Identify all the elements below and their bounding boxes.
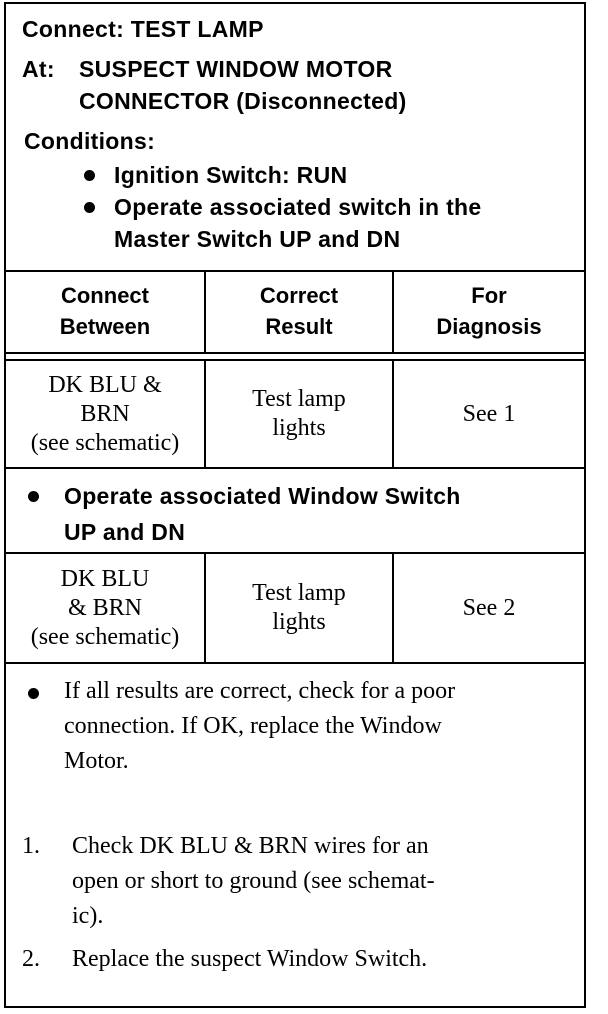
divider xyxy=(6,662,584,664)
table-row xyxy=(6,554,584,662)
item-1-line1: Check DK BLU & BRN wires for an xyxy=(72,833,429,859)
bullet-icon xyxy=(84,202,95,213)
at-label: At: xyxy=(22,56,55,82)
test-setup-block xyxy=(6,4,584,272)
bullet-icon xyxy=(84,170,95,181)
cell-correct-result: Test lamp lights xyxy=(252,386,346,441)
column-header-for-diagnosis: For Diagnosis xyxy=(436,283,542,339)
step-operate-window-switch xyxy=(6,469,584,552)
condition-operate-line1: Operate associated switch in the xyxy=(114,194,482,220)
cell-correct-result: Test lamp lights xyxy=(252,580,346,635)
cell-connect-between: DK BLU & BRN (see schematic) xyxy=(30,371,180,456)
item-2-line1: Replace the suspect Window Switch. xyxy=(72,946,428,972)
bullet-icon xyxy=(28,491,39,502)
divider xyxy=(6,352,584,354)
step-line1: Operate associated Window Switch xyxy=(64,483,461,509)
note-line3: Motor. xyxy=(64,748,129,774)
item-number: 2. xyxy=(22,946,40,972)
diagnostic-chart xyxy=(4,2,586,1008)
note-line2: connection. If OK, replace the Window xyxy=(64,713,442,739)
table-row xyxy=(6,361,584,467)
connect-instruction: Connect: TEST LAMP xyxy=(22,16,264,42)
column-header-correct-result: Correct Result xyxy=(259,283,339,339)
item-1-line2: open or short to ground (see schemat- xyxy=(72,868,435,894)
table-header-row xyxy=(6,270,584,352)
column-header-connect-between: Connect Between xyxy=(59,283,151,339)
cell-connect-between: DK BLU & BRN (see schematic) xyxy=(30,565,180,650)
condition-ignition: Ignition Switch: RUN xyxy=(114,162,348,188)
at-location-line2: CONNECTOR (Disconnected) xyxy=(79,88,407,114)
cell-for-diagnosis: See 2 xyxy=(462,594,516,621)
at-location-line1: SUSPECT WINDOW MOTOR xyxy=(79,56,393,82)
step-line2: UP and DN xyxy=(64,519,186,545)
conditions-label: Conditions: xyxy=(24,128,156,154)
bullet-icon xyxy=(28,688,39,699)
item-1-line3: ic). xyxy=(72,903,104,929)
condition-operate-line2: Master Switch UP and DN xyxy=(114,226,401,252)
note-line1: If all results are correct, check for a poor xyxy=(64,678,456,704)
item-number: 1. xyxy=(22,833,40,859)
cell-for-diagnosis: See 1 xyxy=(462,400,516,427)
